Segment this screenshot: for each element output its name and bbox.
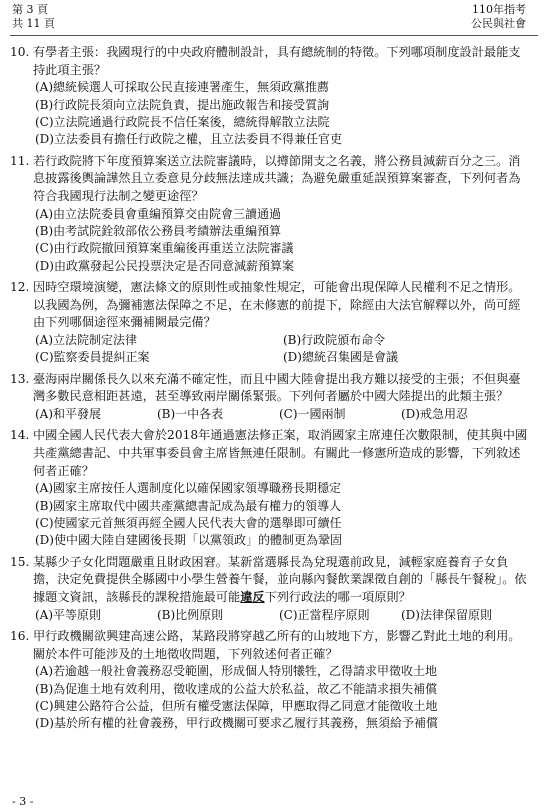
option-d: (D)基於所有權的社會義務，甲行政機關可要求乙履行其義務，無須給予補償 <box>35 716 438 731</box>
question-stem: 中國全國人民代表大會於2018年通過憲法修正案，取消國家主席連任次數限制，使其與中國共產黨總書記、中共軍事委員會主席皆無連任限制。有關此一修憲所造成的影響，下列敘述何者正確？ <box>33 428 528 478</box>
option-a: (A)和平發展 <box>35 407 102 421</box>
option-b: (B)行政院頒布命令 <box>283 333 386 347</box>
option-d: (D)由政黨發起公民投票決定是否同意減薪預算案 <box>35 258 294 273</box>
option-a: (A)立法院制定法律 <box>35 333 138 347</box>
option-a: (A)若逾越一般社會義務忍受範圍，形成個人特別犧牲，乙得請求甲徵收土地 <box>35 664 438 679</box>
stem-text: 某縣少子女化問題嚴重且財政困窘。某新當選縣長為兌現選前政見，減輕家庭養育子女負擔，決定免費提供全縣國中小學生營養午餐，並向縣內餐飲業課徵自創的「縣長午餐稅」。依據題文資訊，該縣長的課稅措施最可能 <box>33 554 527 604</box>
stem-text: 下列行政法的哪一項原則？ <box>264 590 411 604</box>
header-rule <box>10 35 538 36</box>
question-number: 16. <box>10 629 30 643</box>
option-b: (B)為促進土地有效利用，徵收達成的公益大於私益，故乙不能請求損失補償 <box>35 681 438 696</box>
question-number: 13. <box>10 371 30 386</box>
question-number: 12. <box>10 280 30 295</box>
option-c: (C)正當程序原則 <box>279 607 370 622</box>
page-number: 第 3 頁 <box>12 3 48 16</box>
option-a: (A)平等原則 <box>35 607 102 622</box>
option-b: (B)由考試院銓敘部依公務員考績辦法重編預算 <box>35 224 282 238</box>
page-header <box>0 0 550 40</box>
question-number: 10. <box>10 45 30 59</box>
question-stem: 甲行政機關欲興建高速公路，某路段將穿越乙所有的山坡地下方，影響乙對此土地的利用。關於本件可能涉及的土地徵收問題，下列敘述何者正確？ <box>33 629 521 661</box>
question-10 <box>10 44 532 149</box>
option-a: (A)總統候選人可採取公民直接連署產生，無須政黨推薦 <box>35 80 330 95</box>
option-a: (A)國家主席按任人選制度化以確保國家領導職務長期穩定 <box>35 481 342 496</box>
option-c: (C)由行政院撤回預算案重編後再重送立法院審議 <box>35 241 294 256</box>
question-number: 15. <box>10 554 30 569</box>
option-c: (C)監察委員提糾正案 <box>35 350 150 365</box>
question-number: 14. <box>10 428 30 443</box>
emphasis-keyword: 違反 <box>240 590 265 604</box>
option-d: (D)法律保留原則 <box>401 607 492 622</box>
question-stem <box>33 554 532 607</box>
option-b: (B)行政院長須向立法院負責，提出施政報告和接受質詢 <box>35 97 330 112</box>
option-d: (D)使中國大陸自建國後長期「以黨領政」的體制更為鞏固 <box>35 533 342 548</box>
option-a: (A)由立法院委員會重編預算交由院會三讀通過 <box>35 206 282 221</box>
question-number: 11. <box>10 153 30 168</box>
question-14 <box>10 427 532 549</box>
question-12 <box>10 279 532 367</box>
question-stem: 因時空環境演變，憲法條文的原則性或抽象性規定，可能會出現保障人民權利不足之情形。以我國為例，為彌補憲法保障之不足，在未修憲的前提下，除經由大法官解釋以外，尚可經由下列哪個途徑來彌補闕最完備？ <box>33 280 521 330</box>
question-13 <box>10 371 532 424</box>
option-b: (B)一中各表 <box>157 407 224 421</box>
question-list <box>10 44 532 737</box>
exam-title: 110年指考 <box>472 3 526 16</box>
option-d: (D)立法委員有擔任行政院之權，且立法委員不得兼任官吏 <box>35 132 342 147</box>
option-d: (D)總統召集國是會議 <box>283 350 398 365</box>
question-stem: 若行政院將下年度預算案送立法院審議時，以撙節開支之名義，將公務員減薪百分之三。消息披露後輿論譁然且立委意見分歧無法達成共識；為避免嚴重延誤預算案審查，下列何者為符合我國現行法制之變更途徑？ <box>33 153 521 203</box>
total-pages: 共 11 頁 <box>12 17 55 30</box>
question-stem: 臺海兩岸關係長久以來充滿不確定性，而且中國大陸會提出我方難以接受的主張；不但與臺灣多數民意相距甚遠，甚至導致兩岸關係緊張。下列何者屬於中國大陸提出的此類主張？ <box>33 371 521 404</box>
question-11 <box>10 153 532 275</box>
option-b: (B)國家主席取代中國共產黨總書記成為最有權力的領導人 <box>35 498 342 513</box>
question-stem: 有學者主張：我國現行的中央政府體制設計，具有總統制的特徵。下列哪項制度設計最能支持此項主張？ <box>33 45 521 77</box>
option-c: (C)一國兩制 <box>279 407 346 421</box>
subject-title: 公民與社會 <box>471 17 526 30</box>
option-c: (C)興建公路符合公益，但所有權受憲法保障，甲應取得乙同意才能徵收土地 <box>35 699 438 713</box>
option-c: (C)使國家元首無須再經全國人民代表大會的選舉即可續任 <box>35 516 342 530</box>
question-15 <box>10 554 532 624</box>
question-16 <box>10 628 532 733</box>
page-footer-number: - 3 - <box>12 795 34 808</box>
option-c: (C)立法院通過行政院長不信任案後，總統得解散立法院 <box>35 115 330 129</box>
option-d: (D)戒急用忍 <box>401 407 468 421</box>
option-b: (B)比例原則 <box>157 607 224 622</box>
